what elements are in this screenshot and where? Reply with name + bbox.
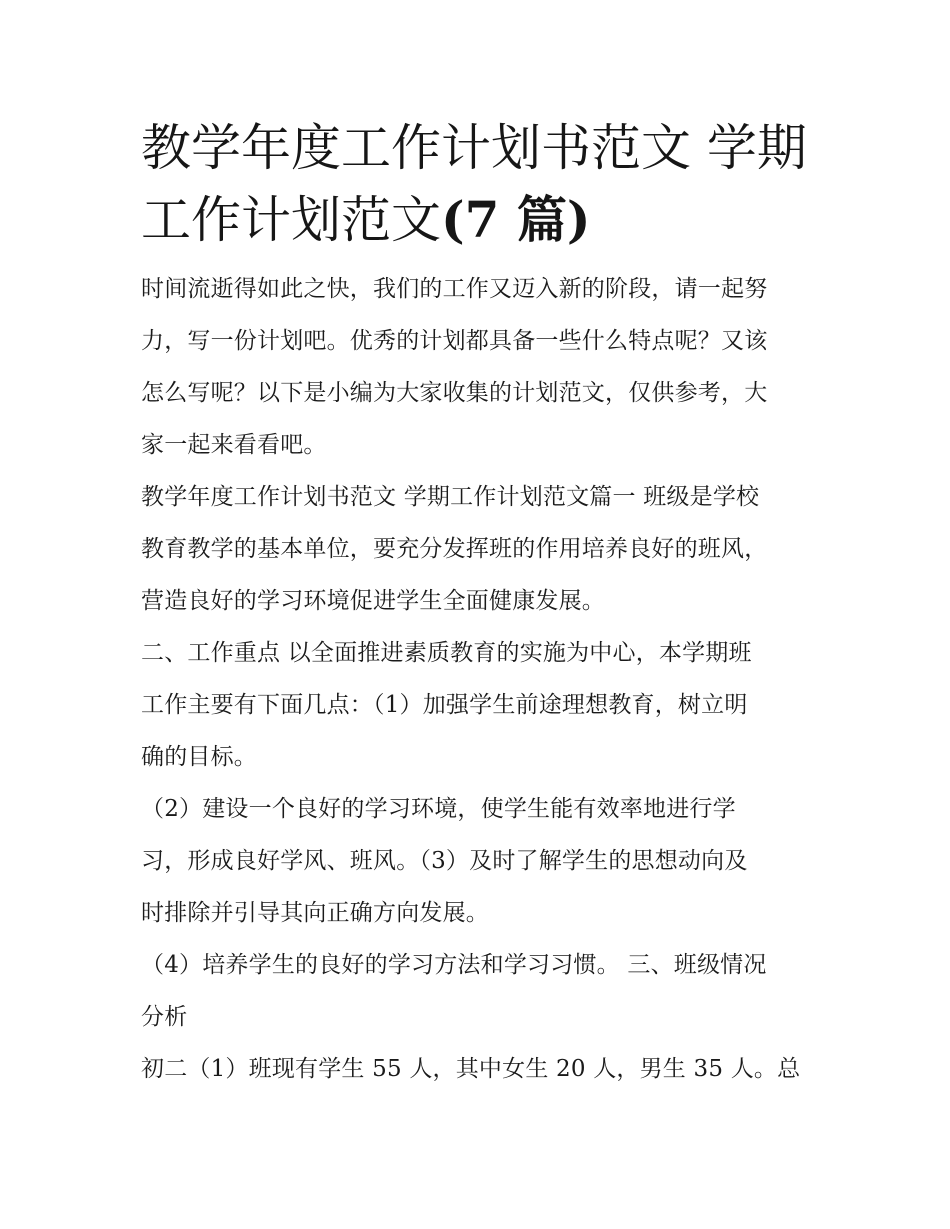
title-line-1: 教学年度工作计划书范文 学期 [141,119,807,177]
text-line: 教学年度工作计划书范文 学期工作计划范文篇一 班级是学校 [141,484,760,510]
paragraph-habits [141,939,813,1043]
paragraph-section-one [141,471,813,627]
text-line: 教育教学的基本单位，要充分发挥班的作用培养良好的班风， [141,536,768,562]
text-line: （4）培养学生的良好的学习方法和学习习惯。 三、班级情况 [141,952,767,978]
paragraph-environment [141,783,813,939]
text-line: 时间流逝得如此之快，我们的工作又迈入新的阶段，请一起努 [141,276,768,302]
paragraph-class-info [141,1043,813,1095]
text-line: 习，形成良好学风、班风。（3）及时了解学生的思想动向及 [141,848,748,874]
text-line: 营造良好的学习环境促进学生全面健康发展。 [141,588,605,614]
title-count: (7 篇) [441,190,591,249]
paragraph-work-focus [141,627,813,783]
document-body [141,263,813,1095]
document-title [141,112,813,256]
text-line: 家一起来看看吧。 [141,432,327,458]
title-line-2 [141,184,813,256]
paragraph-intro [141,263,813,471]
title-text: 工作计划范文 [141,191,441,249]
text-line: 分析 [141,1004,188,1030]
text-line: 初二（1）班现有学生 55 人，其中女生 20 人，男生 35 人。总 [141,1056,801,1082]
text-line: 力，写一份计划吧。优秀的计划都具备一些什么特点呢？又该 [141,328,768,354]
text-line: 时排除并引导其向正确方向发展。 [141,900,489,926]
text-line: 二、工作重点 以全面推进素质教育的实施为中心，本学期班 [141,640,752,666]
text-line: 确的目标。 [141,744,257,770]
document-page [141,112,813,1095]
text-line: （2）建设一个良好的学习环境，使学生能有效率地进行学 [141,796,736,822]
text-line: 怎么写呢？以下是小编为大家收集的计划范文，仅供参考，大 [141,380,768,406]
text-line: 工作主要有下面几点：（1）加强学生前途理想教育，树立明 [141,692,748,718]
